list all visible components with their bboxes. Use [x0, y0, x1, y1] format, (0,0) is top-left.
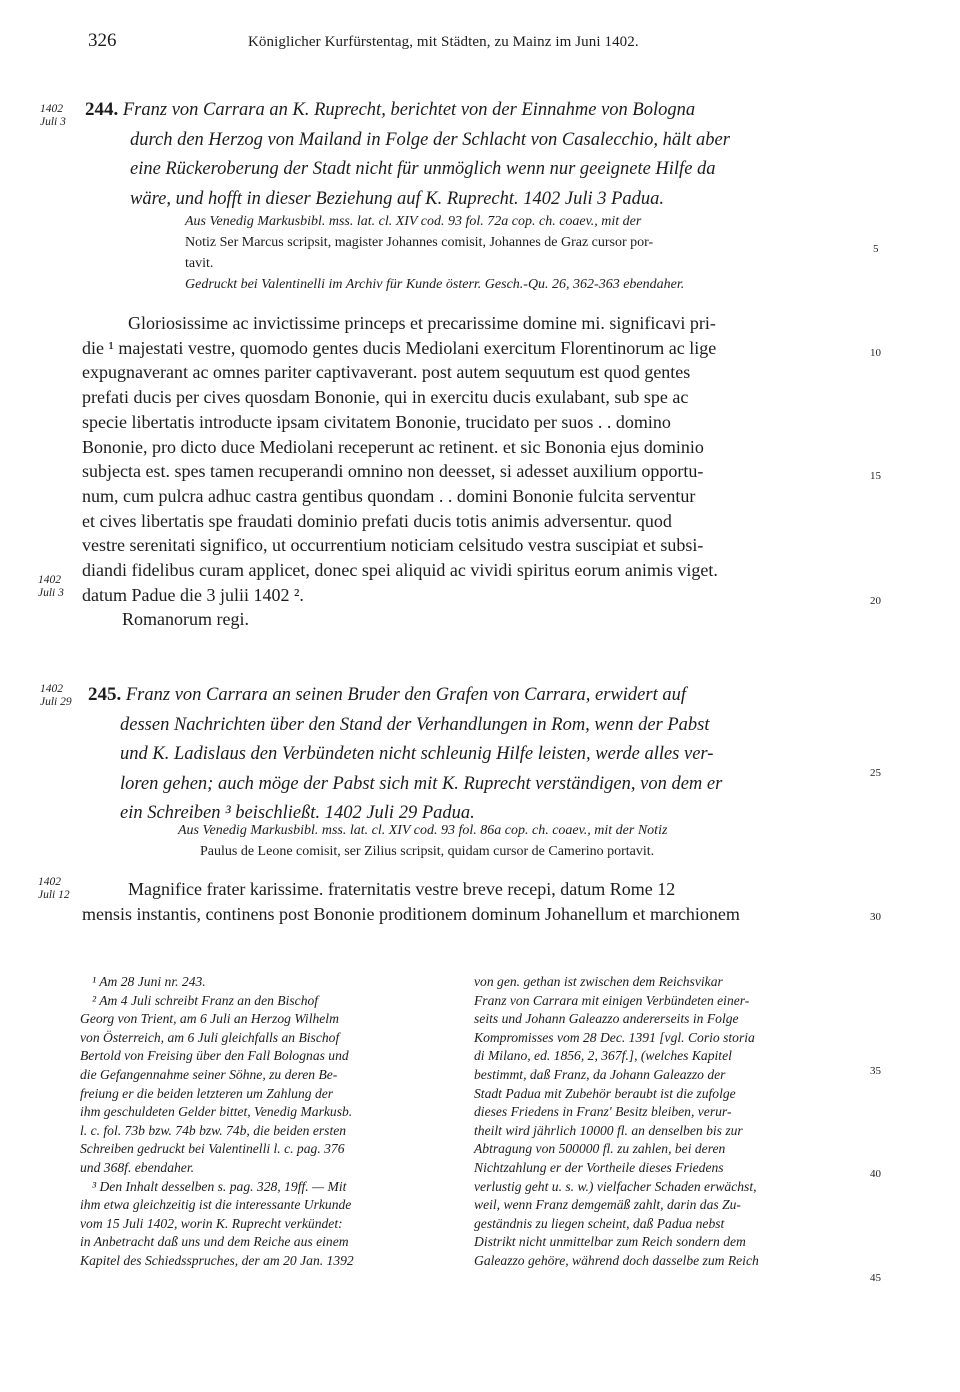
footnote-line: Kapitel des Schiedsspruches, der am 20 Jan. 1392 — [80, 1252, 354, 1268]
body-line: et cives libertatis spe fraudati dominio prefati ducis totis animis adversentur. quod — [82, 510, 672, 531]
doc-number: 244. — [85, 99, 119, 120]
regest-line: Franz von Carrara an seinen Bruder den Grafen von Carrara, erwidert auf — [125, 685, 686, 705]
footnote-line: Nichtzahlung er der Vortheile dieses Friedens — [474, 1159, 724, 1175]
footnote-line: di Milano, ed. 1856, 2, 367f.], (welches Kapitel — [474, 1048, 732, 1064]
footnote-line: Georg von Trient, am 6 Juli an Herzog Wilhelm — [80, 1011, 339, 1027]
body-line: subjecta est. spes tamen recuperandi omnino non deesset, si adesset auxilium opportu- — [82, 461, 704, 482]
footnote-line: Schreiben gedruckt bei Valentinelli l. c. pag. 376 — [80, 1141, 345, 1157]
body-line: Gloriosissime ac invictissime princeps et precarissime domine mi. significavi pri- — [128, 313, 716, 333]
footnote-line: ¹ Am 28 Juni nr. 243. — [92, 974, 206, 989]
doc245-body — [82, 877, 856, 926]
source-line: tavit. — [185, 256, 214, 271]
footnotes-left — [80, 973, 452, 1271]
line-number: 15 — [870, 470, 881, 482]
line-number: 10 — [870, 347, 881, 359]
body-line: Bononie, pro dicto duce Mediolani receperunt ac retinent. et sic Bononia ejus dominio — [82, 436, 704, 457]
footnote-line: ihm geschuldeten Gelder bittet, Venedig Markusb. — [80, 1104, 353, 1120]
footnote-line: vom 15 Juli 1402, worin K. Ruprecht verkündet: — [80, 1215, 343, 1231]
line-number: 30 — [870, 911, 881, 923]
footnote-line: Franz von Carrara mit einigen Verbündeten einer- — [474, 992, 750, 1008]
doc245-body-margin-date — [38, 876, 70, 902]
doc244-regest — [85, 95, 875, 214]
footnote-line: Abtragung von 500000 fl. zu zahlen, bei deren — [474, 1141, 726, 1157]
footnote-line: und 368f. ebendaher. — [80, 1159, 195, 1175]
source-line: Aus Venedig Markusbibl. mss. lat. cl. XIV cod. 93 fol. 72a cop. ch. coaev., mit der — [185, 214, 642, 229]
regest-line: ein Schreiben ³ beischließt. 1402 Juli 29 Padua. — [120, 803, 475, 823]
footnote-line: Kompromisses vom 28 Dec. 1391 [vgl. Corio storia — [474, 1029, 755, 1045]
regest-line: und K. Ladislaus den Verbündeten nicht schleunig Hilfe leisten, werde alles ver- — [120, 744, 714, 764]
footnotes-right — [474, 973, 859, 1271]
margin-year: 1402 — [38, 574, 61, 586]
doc245-margin-date — [40, 683, 72, 709]
regest-line: wäre, und hofft in dieser Beziehung auf K. Ruprecht. 1402 Juli 3 Padua. — [130, 188, 665, 209]
body-line: Magnifice frater karissime. fraternitatis vestre breve recepi, datum Rome 12 — [128, 879, 676, 899]
source-line: Paulus de Leone comisit, ser Zilius scripsit, quidam cursor de Camerino portavit. — [200, 844, 655, 859]
body-line: diandi fidelibus curam applicet, donec spei aliquid ac vividi spiritus eorum animis viget. — [82, 560, 718, 581]
page-number: 326 — [88, 30, 117, 51]
line-number: 40 — [870, 1168, 881, 1180]
footnote-line: bestimmt, daß Franz, da Johann Galeazzo der — [474, 1066, 726, 1082]
line-number: 20 — [870, 595, 881, 607]
doc245-source — [178, 820, 858, 862]
source-line: Notiz Ser Marcus scripsit, magister Johannes comisit, Johannes de Graz cursor por- — [185, 235, 654, 250]
margin-day: Juli 12 — [38, 889, 70, 901]
margin-day: Juli 3 — [38, 587, 64, 599]
footnote-line: ² Am 4 Juli schreibt Franz an den Bischof — [92, 992, 319, 1008]
footnote-line: Stadt Padua mit Zubehör beraubt ist die zufolge — [474, 1085, 736, 1101]
line-number: 5 — [873, 243, 879, 255]
margin-year: 1402 — [40, 103, 63, 115]
source-line: Aus Venedig Markusbibl. mss. lat. cl. XIV cod. 93 fol. 86a cop. ch. coaev., mit der Notiz — [178, 823, 668, 838]
doc245-regest — [88, 680, 868, 829]
footnote-line: geständnis zu liegen scheint, daß Padua nebst — [474, 1215, 725, 1231]
regest-line: durch den Herzog von Mailand in Folge der Schlacht von Casalecchio, hält aber — [130, 129, 730, 150]
footnote-line: l. c. fol. 73b bzw. 74b bzw. 74b, die beiden ersten — [80, 1122, 347, 1138]
body-line: specie libertatis introducte ipsam civitatem Bononie, trucidato per suos . . domino — [82, 411, 671, 432]
body-line: datum Padue die 3 julii 1402 ². — [82, 584, 304, 605]
body-line: mensis instantis, continens post Bononie proditionem dominum Johanellum et marchionem — [82, 903, 740, 924]
body-line: prefati ducis per cives quosdam Bononie, qui in exercitu ducis exulabant, sub spe ac — [82, 387, 689, 408]
footnote-line: Galeazzo gehöre, während doch dasselbe zum Reich — [474, 1252, 759, 1268]
footnote-line: theilt wird jährlich 10000 fl. an denselben bis zur — [474, 1122, 743, 1138]
footnote-line: weil, wenn Franz demgemäß zahlt, darin das Zu- — [474, 1197, 741, 1213]
regest-line: dessen Nachrichten über den Stand der Verhandlungen in Rom, wenn der Pabst — [120, 714, 710, 735]
doc-number: 245. — [88, 684, 122, 705]
line-number: 45 — [870, 1272, 881, 1284]
footnote-line: freiung er die beiden letzteren um Zahlung der — [80, 1085, 334, 1101]
margin-day: Juli 29 — [40, 696, 72, 708]
footnote-line: von gen. gethan ist zwischen dem Reichsvikar — [474, 974, 723, 989]
body-line: num, cum pulcra adhuc castra gentibus quondam . . domini Bononie fulcita serventur — [82, 485, 696, 506]
line-number: 25 — [870, 767, 881, 779]
doc244-source — [185, 211, 855, 295]
body-line: expugnaverant ac omnes pariter captivaverant. post autem sequutum est quod gentes — [82, 362, 691, 383]
footnote-line: Distrikt nicht unmittelbar zum Reich sondern dem — [474, 1234, 746, 1250]
footnote-line: ihm etwa gleichzeitig ist die interessante Urkunde — [80, 1197, 352, 1213]
regest-line: Franz von Carrara an K. Ruprecht, berichtet von der Einnahme von Bologna — [122, 100, 696, 120]
footnote-line: seits und Johann Galeazzo andererseits in Folge — [474, 1011, 739, 1027]
footnote-line: Bertold von Freising über den Fall Bolognas und — [80, 1048, 349, 1064]
doc244-margin-date — [40, 103, 66, 129]
doc244-body — [82, 311, 856, 632]
margin-day: Juli 3 — [40, 116, 66, 128]
regest-line: eine Rückeroberung der Stadt nicht für unmöglich wenn nur geeignete Hilfe da — [130, 159, 716, 179]
margin-year: 1402 — [38, 876, 61, 888]
line-number: 35 — [870, 1065, 881, 1077]
doc244-body-margin-date — [38, 574, 64, 600]
footnote-line: ³ Den Inhalt desselben s. pag. 328, 19ff. — Mit — [92, 1178, 347, 1194]
footnote-line: verlustig geht u. s. w.) vielfacher Schaden erwächst, — [474, 1178, 757, 1194]
margin-year: 1402 — [40, 683, 63, 695]
body-line: Romanorum regi. — [122, 609, 249, 630]
footnote-line: in Anbetracht daß uns und dem Reiche aus einem — [80, 1234, 349, 1250]
footnote-line: dieses Friedens in Franz' Besitz bleiben, verur- — [474, 1104, 732, 1120]
footnote-line: von Österreich, am 6 Juli gleichfalls an Bischof — [80, 1029, 340, 1045]
body-line: die ¹ majestati vestre, quomodo gentes ducis Mediolani exercitum Florentinorum ac lige — [82, 337, 717, 358]
footnote-line: die Gefangennahme seiner Söhne, zu deren Be- — [80, 1066, 338, 1082]
source-line: Gedruckt bei Valentinelli im Archiv für Kunde österr. Gesch.-Qu. 26, 362-363 ebendaher. — [185, 277, 685, 292]
running-title: Königlicher Kurfürstentag, mit Städten, zu Mainz im Juni 1402. — [248, 34, 639, 50]
body-line: vestre serenitati significo, ut occurrentium noticiam celsitudo vestra suscipiat et subsi- — [82, 535, 704, 556]
regest-line: loren gehen; auch möge der Pabst sich mit K. Ruprecht verständigen, von dem er — [120, 773, 723, 794]
